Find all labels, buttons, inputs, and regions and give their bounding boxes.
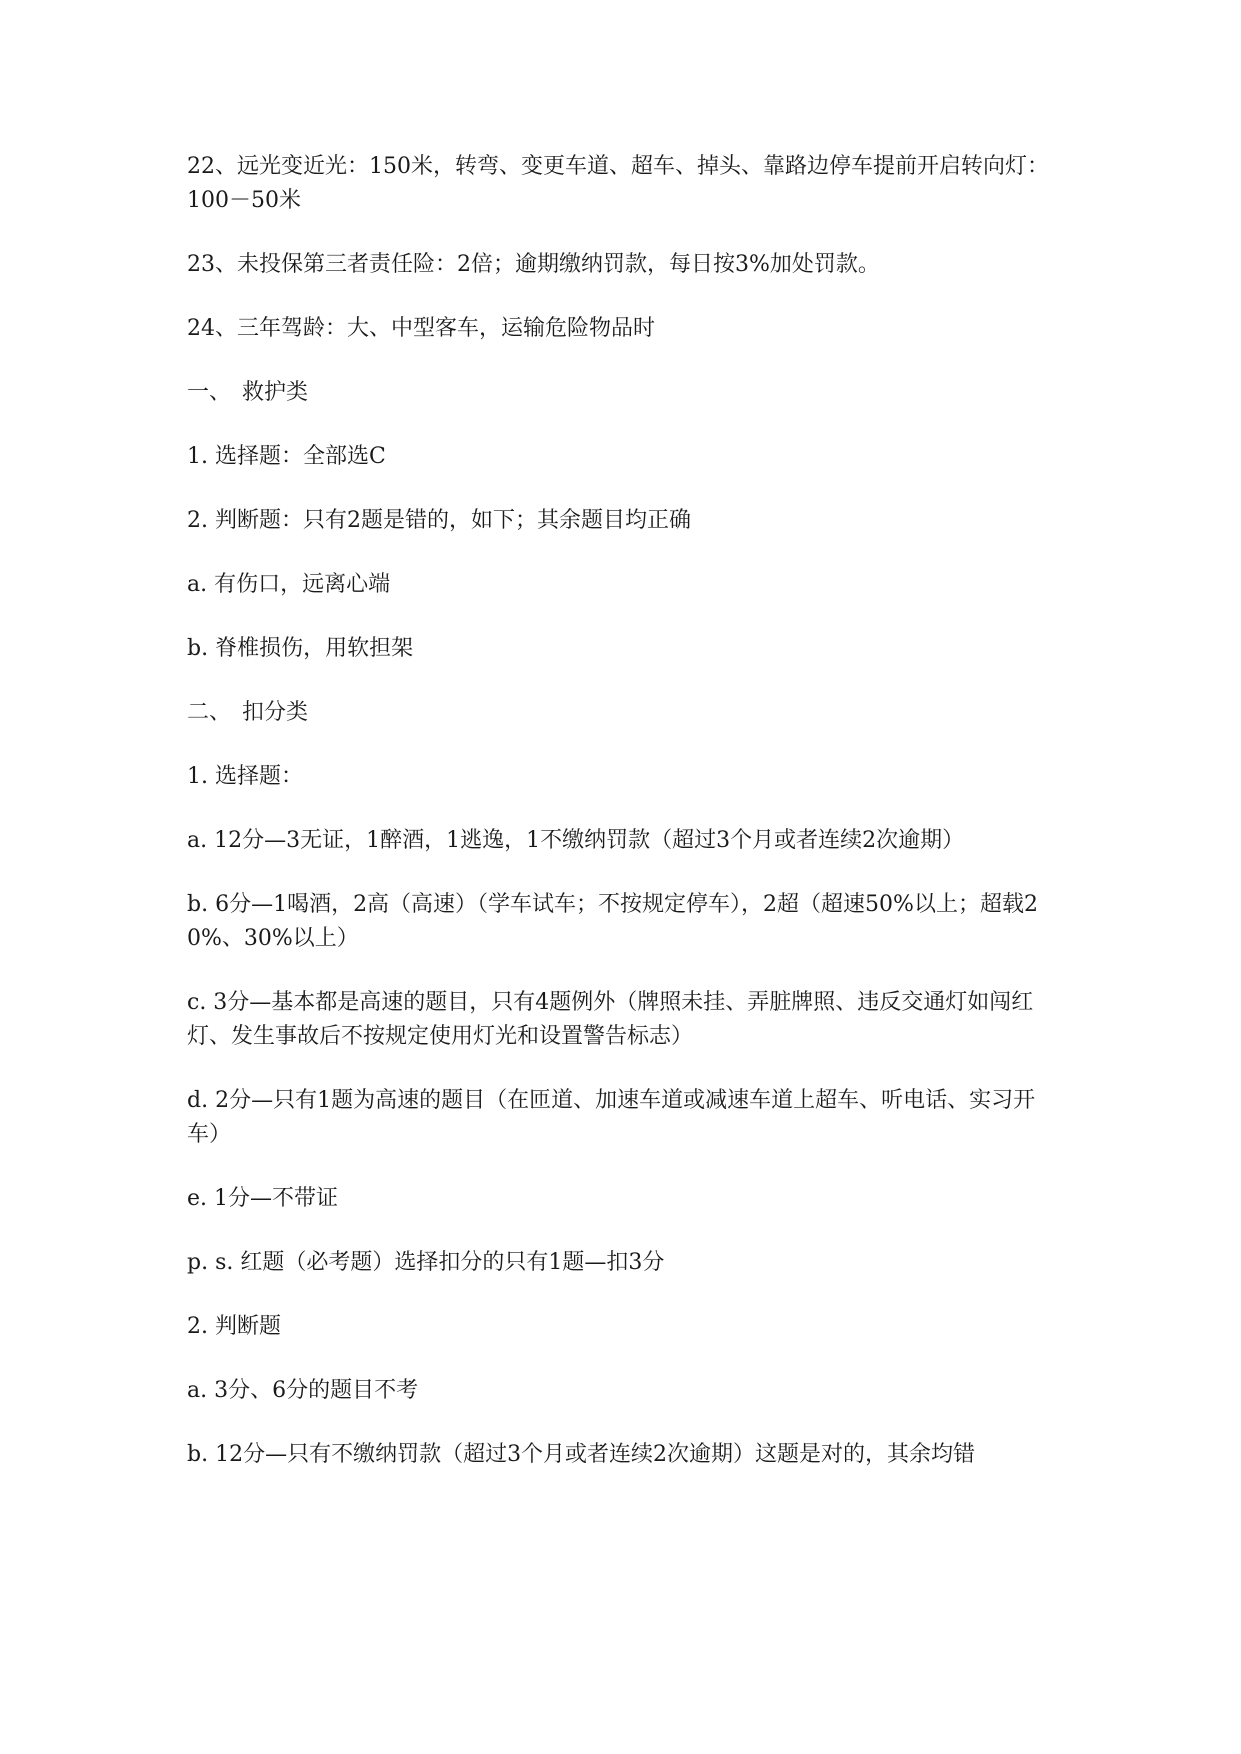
document-body	[187, 150, 1057, 1502]
paragraph-item-24-driving-years: 24、三年驾龄：大、中型客车，运输危险物品时	[187, 316, 655, 341]
deduction-item-a: a. 12分—3无证，1醉酒，1逃逸，1不缴纳罚款（超过3个月或者连续2次逾期）	[187, 828, 965, 853]
paragraph-item-22-lights: 22、远光变近光：150米，转弯、变更车道、超车、掉头、靠路边停车提前开启转向灯：100－50米	[187, 154, 1049, 213]
section-heading-rescue: 一、 救护类	[187, 380, 309, 405]
deduction-item-e: e. 1分—不带证	[187, 1186, 339, 1211]
paragraph-item-23-insurance: 23、未投保第三者责任险：2倍；逾期缴纳罚款，每日按3%加处罚款。	[187, 252, 880, 277]
section-heading-deduction: 二、 扣分类	[187, 700, 309, 725]
deduction-multiple-choice: 1. 选择题：	[187, 764, 303, 789]
deduction-item-c: c. 3分—基本都是高速的题目，只有4题例外（牌照未挂、弄脏牌照、违反交通灯如闯红灯、发生事故后不按规定使用灯光和设置警告标志）	[187, 990, 1034, 1049]
deduction-item-b: b. 6分—1喝酒，2高（高速）（学车试车；不按规定停车），2超（超速50%以上；超载20%、30%以上）	[187, 892, 1038, 951]
rescue-item-a: a. 有伤口，远离心端	[187, 572, 391, 597]
deduction-item-d: d. 2分—只有1题为高速的题目（在匝道、加速车道或减速车道上超车、听电话、实习开车）	[187, 1088, 1036, 1147]
deduction-tf-item-a: a. 3分、6分的题目不考	[187, 1378, 419, 1403]
rescue-true-false: 2. 判断题：只有2题是错的，如下；其余题目均正确	[187, 508, 691, 533]
rescue-item-b: b. 脊椎损伤，用软担架	[187, 636, 414, 661]
rescue-multiple-choice: 1. 选择题：全部选C	[187, 444, 386, 469]
deduction-tf-item-b: b. 12分—只有不缴纳罚款（超过3个月或者连续2次逾期）这题是对的，其余均错	[187, 1442, 976, 1467]
deduction-note-ps: p. s. 红题（必考题）选择扣分的只有1题—扣3分	[187, 1250, 665, 1275]
deduction-true-false: 2. 判断题	[187, 1314, 281, 1339]
